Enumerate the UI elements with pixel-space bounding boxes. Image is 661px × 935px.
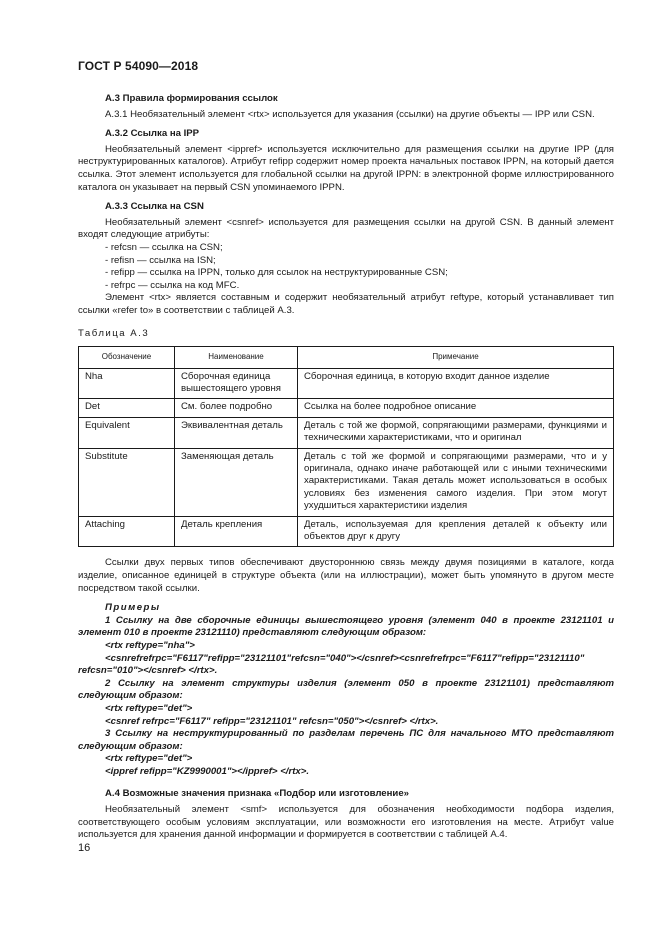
table-cell: Деталь, используемая для крепления деталей к объекту или объектов друг к другу — [298, 516, 614, 547]
table-row — [79, 399, 614, 417]
example-1-code-1: <rtx reftype="nha"> — [105, 639, 195, 651]
after-table-paragraph: Ссылки двух первых типов обеспечивают двустороннюю связь между двумя позициями в каталоге, когда изделие, описанное единицей в структуре объекта (или на иллюстрации), может быть упомянуто в другом месте посредством такой ссылки. — [78, 557, 614, 594]
attribute-list-item: - refisn — ссылка на ISN; — [105, 254, 216, 266]
examples-block — [78, 602, 614, 778]
table-cell: Substitute — [79, 448, 175, 516]
table-cell: Ссылка на более подробное описание — [298, 399, 614, 417]
example-3-code-2: <ippref refipp="KZ9990001"></ippref> </rtx>. — [105, 765, 309, 777]
table-cell: Attaching — [79, 516, 175, 547]
table-cell: Деталь крепления — [175, 516, 298, 547]
attribute-list-item: - refcsn — ссылка на CSN; — [105, 241, 223, 253]
example-2-code-2: <csnref refrpc="F6117" refipp="23121101" refcsn="050"></csnref> </rtx>. — [105, 715, 439, 727]
table-row — [79, 368, 614, 399]
table-header-row — [79, 347, 614, 368]
table-cell: Заменяющая деталь — [175, 448, 298, 516]
section-a32-paragraph: Необязательный элемент <ippref> используется исключительно для размещения ссылки на другие IPP (для неструктурированных каталогов). Атрибут refipp содержит номер проекта начальных поставок IPPN, на который дается ссылка. Этот элемент используется для глобальной ссылки на другой IPPN: в электронной форме иллюстрированного каталога он указывает на первый CSN упоминаемого IPPN. — [78, 143, 614, 193]
standard-header: ГОСТ Р 54090—2018 — [78, 59, 199, 73]
table-cell: Эквивалентная деталь — [175, 417, 298, 448]
section-a3-title: А.3 Правила формирования ссылок — [105, 93, 278, 104]
section-a4-paragraph: Необязательный элемент <smf> используется для обозначения необходимости подбора изделия, соответствующего особым условиям эксплуатации, или возможности его изготовления на месте. Атрибут value используется для хранения данной информации и формируется в соответствии с таблицей А.4. — [78, 804, 614, 841]
reference-types-table — [78, 346, 614, 547]
table-cell: Деталь с той же формой и сопрягающими размерами, что и у оригинала, однако иначе работающей или с иными техническими характеристиками. Такая деталь может использоваться в особых условиях без изменения самого изделия. При этом могут ухудшиться характеристики изделия — [298, 448, 614, 516]
example-2-text: 2 Ссылку на элемент структуры изделия (элемент 050 в проекте 23121101) представляют следующим образом: — [78, 677, 614, 702]
table-cell: Сборочная единица, в которую входит данное изделие — [298, 368, 614, 399]
example-1-code-2: <csnrefrefrpc="F6117"refipp="23121101"refcsn="040"></csnref><csnrefrefrpc="F6117"refipp="23121110" refcsn="010"></csnref> </rtx>. — [78, 652, 585, 677]
table-cell: См. более подробно — [175, 399, 298, 417]
table-cell: Equivalent — [79, 417, 175, 448]
page-number: 16 — [78, 842, 91, 854]
examples-heading: Примеры — [105, 602, 161, 614]
table-row — [79, 516, 614, 547]
page-content — [78, 93, 614, 842]
table-cell: Nha — [79, 368, 175, 399]
attribute-list-item: - refrpc — ссылка на код MFC. — [105, 279, 240, 291]
attribute-list-item: - refipp — ссылка на IPPN, только для ссылок на неструктурированные CSN; — [105, 267, 448, 279]
example-2-code-1: <rtx reftype="det"> — [105, 702, 193, 714]
example-1-text: 1 Ссылку на две сборочные единицы вышестоящего уровня (элемент 040 в проекте 23121101 и элемент 010 в проекте 23121110) представляют следующим образом: — [78, 614, 614, 639]
table-cell: Деталь с той же формой, сопрягающими размерами, функциями и техническими характеристиками, что и оригинал — [298, 417, 614, 448]
table-row — [79, 448, 614, 516]
section-a32-title: А.3.2 Ссылка на IPP — [105, 128, 200, 140]
example-3-code-1: <rtx reftype="det"> — [105, 753, 193, 765]
section-a33-paragraph: Необязательный элемент <csnref> используется для размещения ссылки на другой CSN. В данный элемент входят следующие атрибуты: — [78, 216, 614, 241]
column-header: Наименование — [175, 347, 298, 368]
section-a3-paragraph: А.3.1 Необязательный элемент <rtx> используется для указания (ссылки) на другие объекты — IPP или CSN. — [105, 108, 595, 120]
column-header: Обозначение — [79, 347, 175, 368]
section-a33-title: А.3.3 Ссылка на CSN — [105, 201, 204, 213]
section-a33-paragraph-2: Элемент <rtx> является составным и содержит необязательный атрибут reftype, который устанавливает тип ссылки «refer to» в соответствии с таблицей А.3. — [78, 292, 614, 316]
table-cell: Сборочная единица вышестоящего уровня — [175, 368, 298, 399]
section-a4-title: А.4 Возможные значения признака «Подбор или изготовление» — [105, 788, 410, 800]
column-header: Примечание — [298, 347, 614, 368]
table-caption: Таблица А.3 — [78, 327, 150, 339]
table-cell: Det — [79, 399, 175, 417]
table-row — [79, 417, 614, 448]
example-3-text: 3 Ссылку на неструктурированный по разделам перечень ПС для начального МТО представляют следующим образом: — [78, 728, 614, 752]
